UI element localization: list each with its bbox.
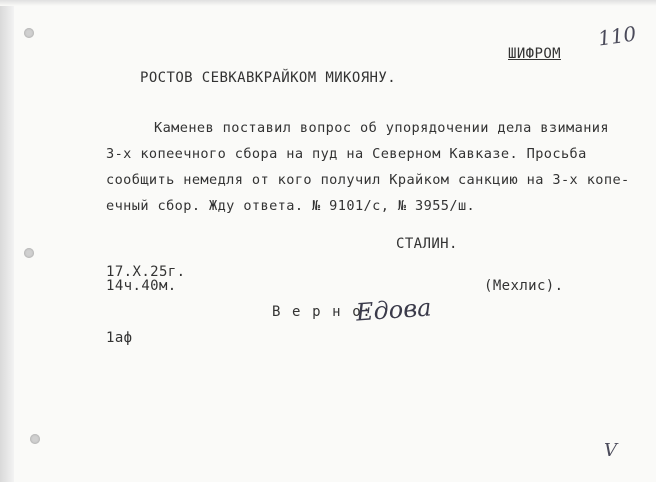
time-line: 14ч.40м. xyxy=(106,278,177,294)
punch-hole xyxy=(24,248,34,258)
body-line: ечный сбор. Жду ответа. № 9101/с, № 3955/ш. xyxy=(106,198,476,214)
body-line: Каменев поставил вопрос об упорядочении дела взимания xyxy=(154,120,609,136)
page-left-edge xyxy=(0,0,14,482)
clerk-name: (Мехлис). xyxy=(484,278,564,294)
verified-label: В е р н о: xyxy=(272,304,373,320)
punch-hole xyxy=(24,28,34,38)
verified-signature: Едова xyxy=(355,293,433,327)
classification-label: ШИФРОМ xyxy=(508,46,561,62)
body-line: 3-х копеечного сбора на пуд на Северном Кавказе. Просьба xyxy=(106,146,587,162)
page-number: 110 xyxy=(596,21,638,51)
body-line: сообщить немедля от кого получил Крайком санкцию на 3-х копе- xyxy=(106,172,630,188)
copy-mark: 1аф xyxy=(106,330,133,346)
date-line: 17.X.25г. xyxy=(106,264,186,280)
signer-name: СТАЛИН. xyxy=(396,236,458,252)
punch-hole xyxy=(30,434,40,444)
page-top-edge xyxy=(0,0,656,6)
check-mark: V xyxy=(604,440,617,461)
addressee-line: РОСТОВ СЕВКАВКРАЙКОМ МИКОЯНУ. xyxy=(140,70,397,86)
